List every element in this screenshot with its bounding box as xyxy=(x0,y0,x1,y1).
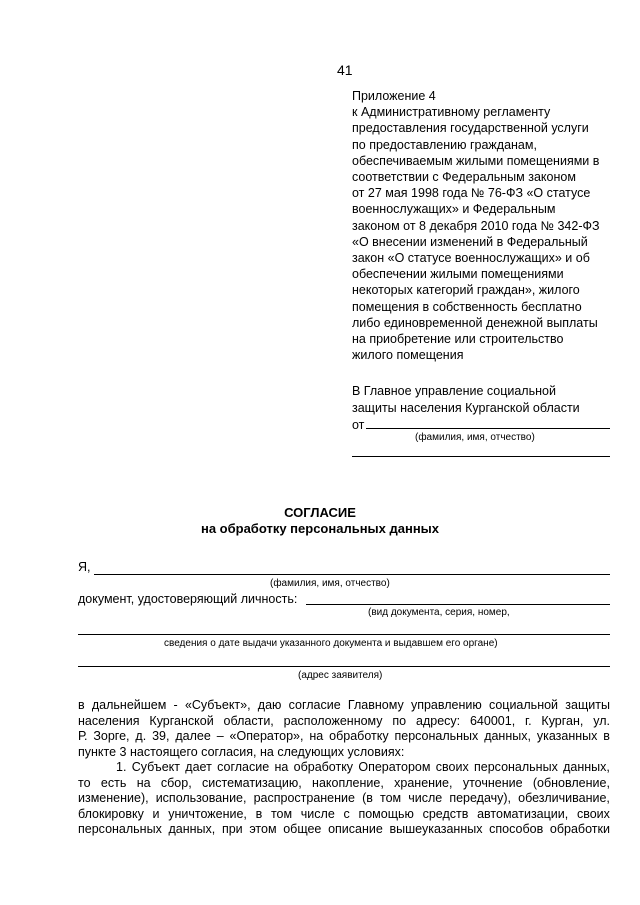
annex-line: на приобретение или строительство xyxy=(352,332,564,347)
from-fio-line-2[interactable] xyxy=(352,456,610,457)
consent-paragraph-2 xyxy=(78,760,610,838)
annex-line: военнослужащих» и Федеральным xyxy=(352,202,556,217)
annex-line: к Административному регламенту xyxy=(352,105,551,120)
id-document-line-2[interactable] xyxy=(78,634,610,635)
paragraph-line: то есть на сбор, систематизацию, накопление, хранение, уточнение (обновление, xyxy=(78,775,610,790)
annex-line: обеспечении жилыми помещениями xyxy=(352,267,564,282)
annex-line: соответствии с Федеральным законом xyxy=(352,170,576,185)
annex-header xyxy=(352,88,632,363)
addressee-line-2: защиты населения Курганской области xyxy=(352,401,580,415)
annex-line: «О внесении изменений в Федеральный xyxy=(352,234,588,249)
paragraph-line: 1. Субъект дает согласие на обработку Оператором своих персональных данных, xyxy=(116,760,610,774)
address-caption: (адрес заявителя) xyxy=(298,670,383,681)
id-document-caption: (вид документа, серия, номер, xyxy=(368,607,510,618)
addressee-block xyxy=(352,383,580,434)
annex-line: либо единовременной денежной выплаты xyxy=(352,315,598,330)
annex-line: закон «О статусе военнослужащих» и об xyxy=(352,251,590,266)
annex-line: предоставления государственной услуги xyxy=(352,121,589,136)
id-document-label: документ, удостоверяющий личность: xyxy=(78,592,298,606)
consent-paragraph-1 xyxy=(78,698,610,760)
annex-line: Приложение 4 xyxy=(352,89,436,103)
paragraph-line: пункте 3 настоящего согласия, на следующих условиях: xyxy=(78,744,405,759)
annex-line: помещения в собственность бесплатно xyxy=(352,299,582,314)
from-fio-caption: (фамилия, имя, отчество) xyxy=(415,432,535,443)
paragraph-line: блокировку и уничтожение, в том числе с помощью средств автоматизации, своих xyxy=(78,806,610,821)
addressee-line-1: В Главное управление социальной xyxy=(352,384,556,398)
document-subtitle: на обработку персональных данных xyxy=(200,521,440,536)
paragraph-line: Р. Зорге, д. 39, далее – «Оператор», на обработку персональных данных, указанных в xyxy=(78,729,610,744)
page-number: 41 xyxy=(337,62,353,78)
paragraph-line: изменение), использование, распространение (в том числе передачу), обезличивание, xyxy=(78,791,610,806)
annex-line: по предоставлению гражданам, xyxy=(352,137,537,152)
from-fio-line[interactable] xyxy=(366,428,610,429)
paragraph-line: населения Курганской области, расположенному по адресу: 640001, г. Курган, ул. xyxy=(78,713,610,728)
paragraph-line: персональных данных, при этом общее описание вышеуказанных способов обработки xyxy=(78,822,610,837)
fio-caption: (фамилия, имя, отчество) xyxy=(270,578,390,589)
id-issue-caption: сведения о дате выдачи указанного документа и выдавшем его органе) xyxy=(164,638,498,649)
from-label: от xyxy=(352,418,365,432)
annex-line: некоторых категорий граждан», жилого xyxy=(352,283,580,298)
i-label: Я, xyxy=(78,560,91,574)
annex-line: обеспечиваемым жилыми помещениями в xyxy=(352,153,600,168)
annex-line: законом от 8 декабря 2010 года № 342-ФЗ xyxy=(352,218,600,233)
document-title: СОГЛАСИЕ xyxy=(284,505,356,520)
annex-line: от 27 мая 1998 года № 76-ФЗ «О статусе xyxy=(352,186,591,201)
id-document-line[interactable] xyxy=(306,604,610,605)
fio-input-line[interactable] xyxy=(94,574,610,575)
paragraph-line: в дальнейшем - «Субъект», даю согласие Главному управлению социальной защиты xyxy=(78,698,610,712)
annex-line: жилого помещения xyxy=(352,348,464,363)
address-input-line[interactable] xyxy=(78,666,610,667)
